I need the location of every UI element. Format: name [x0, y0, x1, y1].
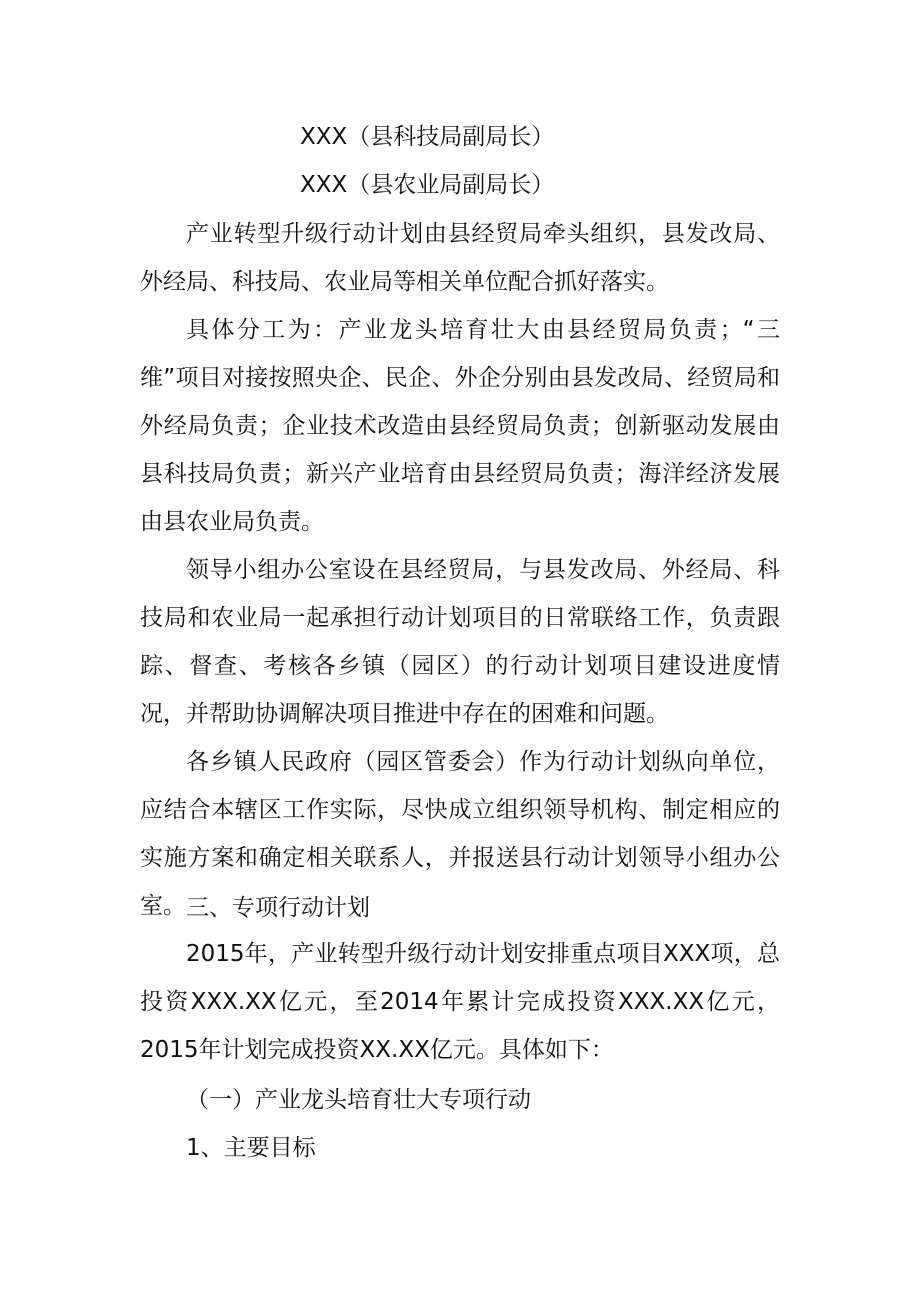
- paragraph-townships-text: 各乡镇人民政府（园区管委会）作为行动计划纵向单位，应结合本辖区工作实际，尽快成立组织领导机构、制定相应的实施方案和确定相关联系人，并报送县行动计划领导小组办公室。: [140, 749, 780, 919]
- paragraph-investment: [140, 930, 780, 1074]
- paragraph-office: [140, 546, 780, 738]
- member-line-tech-bureau: XXX（县科技局副局长）: [300, 124, 555, 150]
- subheading-1-1: 1、主要目标: [186, 1135, 316, 1161]
- paragraph-division-text: 具体分工为：产业龙头培育壮大由县经贸局负责；“三维”项目对接按照央企、民企、外企分别由县发改局、经贸局和外经局负责；企业技术改造由县经贸局负责；创新驱动发展由县科技局负责；新兴产业培育由县经贸局负责；海洋经济发展由县农业局负责。: [140, 317, 780, 535]
- subheading-1: （一）产业龙头培育壮大专项行动: [186, 1087, 531, 1113]
- paragraph-office-text: 领导小组办公室设在县经贸局，与县发改局、外经局、科技局和农业局一起承担行动计划项目的日常联络工作，负责跟踪、督查、考核各乡镇（园区）的行动计划项目建设进度情况，并帮助协调解决项目推进中存在的困难和问题。: [140, 557, 780, 727]
- section-heading-3: 三、专项行动计划: [186, 895, 370, 921]
- paragraph-organization-text: 产业转型升级行动计划由县经贸局牵头组织，县发改局、外经局、科技局、农业局等相关单位配合抓好落实。: [140, 221, 780, 295]
- paragraph-division: [140, 306, 780, 546]
- member-line-agriculture-bureau: XXX（县农业局副局长）: [300, 172, 555, 198]
- paragraph-investment-text: 2015年，产业转型升级行动计划安排重点项目XXX项，总投资XXX.XX亿元，至2014年累计完成投资XXX.XX亿元，2015年计划完成投资XX.XX亿元。具体如下：: [140, 941, 780, 1063]
- paragraph-organization: [140, 210, 780, 306]
